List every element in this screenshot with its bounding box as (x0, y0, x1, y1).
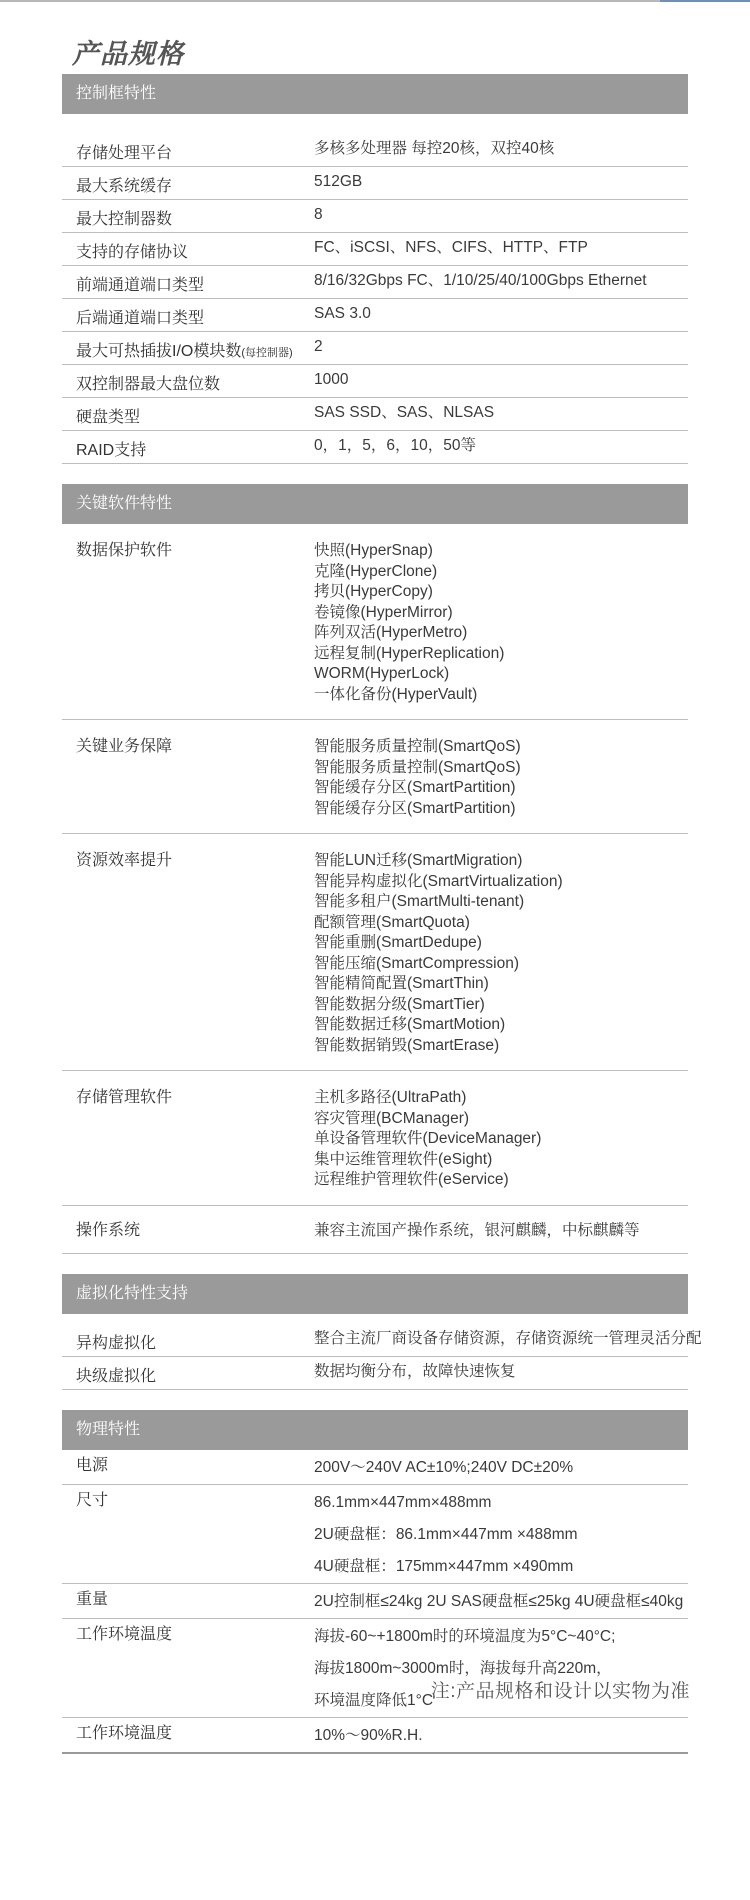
list-item: 单设备管理软件(DeviceManager) (314, 1130, 542, 1147)
list-item: 智能LUN迁移(SmartMigration) (314, 852, 523, 869)
row-label: 异构虚拟化 (76, 1335, 157, 1352)
row-value-list (314, 1718, 688, 1752)
row-value: 512GB (314, 173, 363, 190)
list-item: 智能服务质量控制(SmartQoS) (314, 738, 521, 755)
row-value: 整合主流厂商设备存储资源，存储资源统一管理灵活分配 (314, 1330, 702, 1347)
row-label: 存储处理平台 (76, 145, 173, 162)
section-header-software: 关键软件特性 (62, 484, 688, 524)
physical-table (62, 1450, 688, 1754)
table-row (62, 1324, 702, 1357)
list-item: 2U控制框≤24kg 2U SAS硬盘框≤25kg 4U硬盘框≤40kg (314, 1593, 684, 1610)
table-row (62, 1718, 688, 1752)
table-row (62, 398, 688, 431)
row-label: 硬盘类型 (76, 409, 141, 426)
row-value: SAS SSD、SAS、NLSAS (314, 404, 495, 421)
list-item: 200V～240V AC±10%;240V DC±20% (314, 1459, 574, 1476)
row-value-list (314, 1485, 688, 1583)
list-item: 克隆(HyperClone) (314, 562, 438, 580)
row-value: 0，1，5，6，10，50等 (314, 437, 476, 454)
table-row (62, 200, 688, 233)
table-row (62, 1071, 688, 1206)
list-item: 远程复制(HyperReplication) (314, 644, 505, 662)
row-value-list (314, 1221, 688, 1242)
list-item: 海拔-60~+1800m时的环境温度为5°C~40°C; (314, 1628, 616, 1645)
row-value: 8 (314, 206, 323, 223)
row-label: 双控制器最大盘位数 (76, 376, 221, 393)
table-row (62, 1450, 688, 1485)
top-divider (0, 0, 660, 2)
controller-table (62, 134, 688, 464)
list-item: 智能压缩(SmartCompression) (314, 954, 519, 972)
row-label: RAID支持 (76, 442, 147, 459)
top-divider-accent (660, 0, 750, 2)
row-label: 前端通道端口类型 (76, 277, 205, 294)
list-item: 海拔1800m~3000m时，海拔每升高220m， (314, 1660, 612, 1677)
list-item: WORM(HyperLock) (314, 665, 450, 682)
section-header-controller: 控制框特性 (62, 74, 688, 114)
row-value-list (314, 1088, 688, 1191)
list-item: 86.1mm×447mm×488mm (314, 1494, 492, 1511)
list-item: 阵列双活(HyperMetro) (314, 624, 468, 641)
row-label: 最大控制器数 (76, 211, 173, 228)
list-item: 拷贝(HyperCopy) (314, 583, 433, 600)
list-item: 智能数据分级(SmartTier) (314, 995, 485, 1013)
list-item: 远程维护管理软件(eService) (314, 1171, 509, 1188)
list-item: 智能重删(SmartDedupe) (314, 934, 482, 951)
row-label: 操作系统 (76, 1221, 141, 1239)
list-item: 智能异构虚拟化(SmartVirtualization) (314, 872, 563, 890)
table-row (62, 1206, 688, 1255)
table-row (62, 365, 688, 398)
spec-sheet (62, 34, 702, 1754)
table-row (62, 524, 688, 720)
row-label: 尺寸 (76, 1492, 109, 1509)
table-row (62, 1584, 688, 1619)
list-item: 智能缓存分区(SmartPartition) (314, 799, 516, 817)
row-label: 资源效率提升 (76, 852, 173, 869)
section-header-virtualization: 虚拟化特性支持 (62, 1274, 688, 1314)
row-value: 多核多处理器 每控20核，双控40核 (314, 140, 555, 157)
row-label: 工作环境温度 (76, 1626, 173, 1643)
table-row (62, 1619, 688, 1718)
row-label: 数据保护软件 (76, 542, 173, 559)
row-label: 电源 (76, 1457, 109, 1474)
row-value: 数据均衡分布，故障快速恢复 (314, 1363, 516, 1380)
row-label: 块级虚拟化 (76, 1368, 157, 1385)
table-row (62, 332, 688, 365)
table-row (62, 266, 688, 299)
table-row (62, 720, 688, 834)
list-item: 集中运维管理软件(eSight) (314, 1150, 493, 1168)
row-value-list (314, 541, 688, 705)
row-value-list (314, 1450, 688, 1484)
list-item: 智能数据销毁(SmartErase) (314, 1036, 500, 1054)
row-value: FC、iSCSI、NFS、CIFS、HTTP、FTP (314, 239, 588, 256)
list-item: 快照(HyperSnap) (314, 542, 433, 559)
row-value: 1000 (314, 371, 349, 388)
list-item: 4U硬盘框：175mm×447mm ×490mm (314, 1558, 574, 1575)
page-title: 产品规格 (72, 39, 184, 69)
section-header-physical: 物理特性 (62, 1410, 688, 1450)
table-row (62, 431, 688, 464)
table-row (62, 834, 688, 1071)
row-label-suffix: (每控制器) (241, 347, 293, 359)
software-table (62, 524, 688, 1254)
list-item: 兼容主流国产操作系统，银河麒麟，中标麒麟等 (314, 1221, 640, 1239)
list-item: 一体化备份(HyperVault) (314, 685, 478, 703)
table-row (62, 1485, 688, 1584)
row-value-list (314, 737, 688, 819)
row-label: 后端通道端口类型 (76, 310, 205, 327)
row-label: 重量 (76, 1591, 109, 1608)
row-label: 最大系统缓存 (76, 178, 173, 195)
list-item: 智能服务质量控制(SmartQoS) (314, 758, 521, 776)
row-value: 8/16/32Gbps FC、1/10/25/40/100Gbps Ethernet (314, 272, 647, 289)
list-item: 智能多租户(SmartMulti-tenant) (314, 893, 525, 910)
table-row (62, 1357, 688, 1390)
list-item: 主机多路径(UltraPath) (314, 1089, 467, 1106)
row-label: 支持的存储协议 (76, 244, 189, 261)
table-row (62, 299, 688, 332)
virtualization-table (62, 1324, 702, 1390)
list-item: 智能缓存分区(SmartPartition) (314, 779, 516, 796)
list-item: 10%～90%R.H. (314, 1727, 423, 1744)
disclaimer-note: 注:产品规格和设计以实物为准 (430, 1681, 690, 1702)
list-item: 智能精简配置(SmartThin) (314, 975, 489, 992)
table-row (62, 134, 688, 167)
row-value: SAS 3.0 (314, 305, 371, 322)
list-item: 容灾管理(BCManager) (314, 1109, 470, 1127)
row-label (62, 332, 314, 364)
list-item: 卷镜像(HyperMirror) (314, 603, 453, 621)
list-item: 环境温度降低1°C (314, 1692, 434, 1709)
row-value-list (314, 851, 688, 1056)
row-label: 工作环境温度 (76, 1725, 173, 1742)
table-row (62, 233, 688, 266)
table-row (62, 167, 688, 200)
row-label-text: 最大可热插拔I/O模块数 (76, 343, 242, 360)
list-item: 配额管理(SmartQuota) (314, 913, 470, 931)
row-value-list (314, 1584, 688, 1618)
row-value: 2 (314, 338, 323, 355)
row-label: 关键业务保障 (76, 738, 173, 755)
list-item: 2U硬盘框：86.1mm×447mm ×488mm (314, 1526, 578, 1543)
row-label: 存储管理软件 (76, 1089, 173, 1106)
list-item: 智能数据迁移(SmartMotion) (314, 1016, 506, 1033)
